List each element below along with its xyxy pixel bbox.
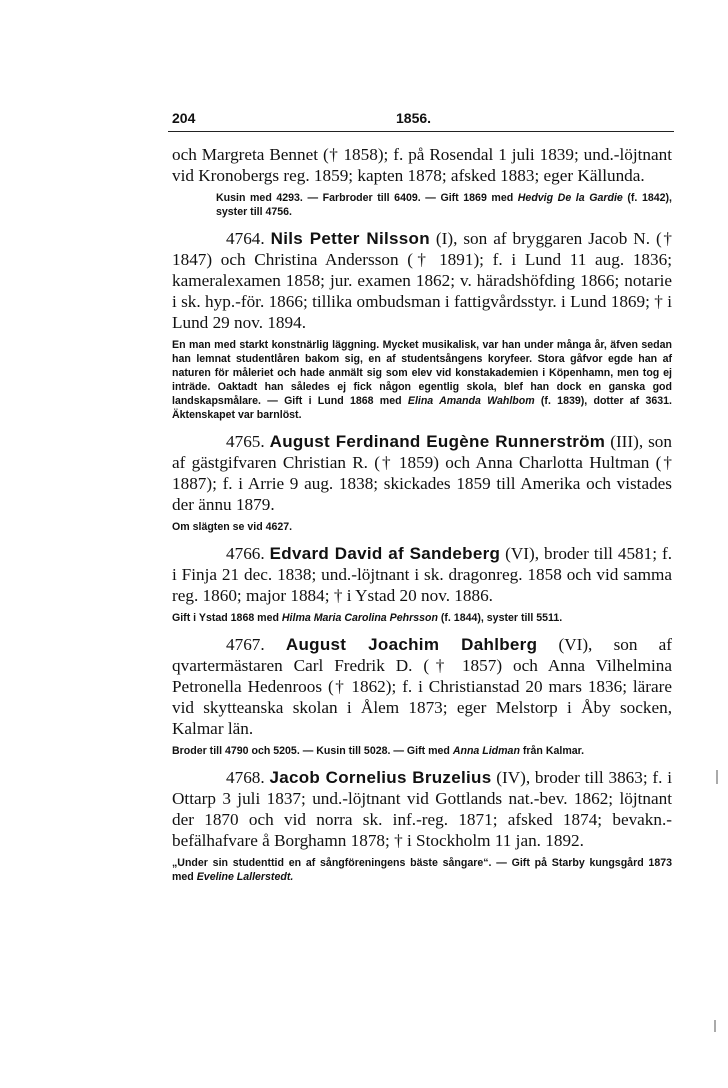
- entry-number: 4767.: [226, 635, 265, 654]
- entry-text: (IV), broder till 3863; f. i Ottarp 3 juli 1837; und.-löjtnant vid Gottlands nat.-bev. 1862; löjtnant der 1870 och vid norra sk. inf.-reg. 1871; afsked 1874; bevakn.-befälhafvare å Borghamn 1878; † i Stockholm 11 jan. 1892.: [172, 768, 673, 850]
- entry-note: Broder till 4790 och 5205. — Kusin till 5028. — Gift med Anna Lidman från Kalmar.: [172, 745, 585, 757]
- page-body: [172, 144, 672, 889]
- scan-artifact: [714, 1020, 716, 1032]
- entry-text: (III), son af gästgifvaren Christian R. († 1859) och Anna Charlotta Hultman († 1887); f. i Arrie 9 aug. 1838; skickades 1859 till Amerika och vistades der ännu 1879.: [172, 432, 672, 514]
- continuation-text: och Margreta Bennet († 1858); f. på Rosendal 1 juli 1839; und.-löjtnant vid Kronobergs reg. 1859; kapten 1878; afsked 1883; eger Källunda.: [172, 145, 672, 185]
- entry-4766: [172, 543, 672, 625]
- entry-number: 4766.: [226, 544, 265, 563]
- entry-number: 4765.: [226, 432, 265, 451]
- entry-text: (I), son af bryggaren Jacob N. († 1847) och Christina Andersson († 1891); f. i Lund 11 aug. 1836; kameralexamen 1858; jur. examen 1862; v. häradshöfding 1866; notarie i sk. hyp.-för. 1866; tillika ombudsman i fattigvårdsstyr. i Lund 1869; † i Lund 29 nov. 1894.: [172, 229, 672, 332]
- entry-note: Gift i Ystad 1868 med Hilma Maria Carolina Pehrsson (f. 1844), syster till 5511.: [172, 612, 563, 624]
- continuation-note: Kusin med 4293. — Farbroder till 6409. — Gift 1869 med Hedvig De la Gardie (f. 1842), syster till 4756.: [216, 192, 672, 218]
- scan-artifact: [716, 770, 718, 784]
- entry-number: 4768.: [226, 768, 265, 787]
- entry-4765: [172, 431, 672, 534]
- entry-name: Nils Petter Nilsson: [270, 229, 430, 248]
- entry-note: En man med starkt konstnärlig läggning. Mycket musikalisk, var han under många år, äfven sedan han lemnat studentlåren bakom sig, en af studentsångens koryfeer. Stora gåfvor egde han af naturen för måleriet och hade anmält sig som elev vid konstakademien i Köpenhamn, men tog ej inträde. Oaktadt han således ej fick någon egentlig skola, blef han dock en ganska god landskapsmålare. — Gift i Lund 1868 med Elina Amanda Wahlbom (f. 1839), dotter af 3631. Äktenskapet var barnlöst.: [172, 339, 672, 421]
- entry-text: (VI), broder till 4581; f. i Finja 21 dec. 1838; und.-löjtnant i sk. dragonreg. 1858 och vid samma reg. 1860; major 1884; † i Ystad 20 nov. 1886.: [172, 544, 673, 605]
- entry-4764: [172, 228, 672, 422]
- entry-number: 4764.: [226, 229, 265, 248]
- entry-note: Om slägten se vid 4627.: [172, 521, 293, 533]
- page-number: 204: [172, 110, 196, 126]
- entry-4768: [172, 767, 672, 884]
- entry-name: August Ferdinand Eugène Runnerström: [269, 432, 606, 451]
- entry-4767: [172, 634, 672, 758]
- header-rule: [168, 131, 674, 132]
- entry-note: „Under sin studenttid en af sångföreningens bäste sångare“. — Gift på Starby kungsgård 1873 med Eveline Lallerstedt.: [172, 857, 672, 883]
- entry-text: (VI), son af qvartermästaren Carl Fredrik D. († 1857) och Anna Vilhelmina Petronella Hedenroos († 1862); f. i Christianstad 20 mars 1836; lärare vid skytteanska skolan i Ålem 1873; eger Melstorp i Åby socken, Kalmar län.: [172, 635, 673, 738]
- entry-name: Edvard David af Sandeberg: [269, 544, 501, 563]
- page-header: [172, 110, 672, 132]
- entry-name: Jacob Cornelius Bruzelius: [269, 768, 492, 787]
- entry-name: August Joachim Dahlberg: [285, 635, 538, 654]
- running-year: 1856.: [396, 110, 432, 126]
